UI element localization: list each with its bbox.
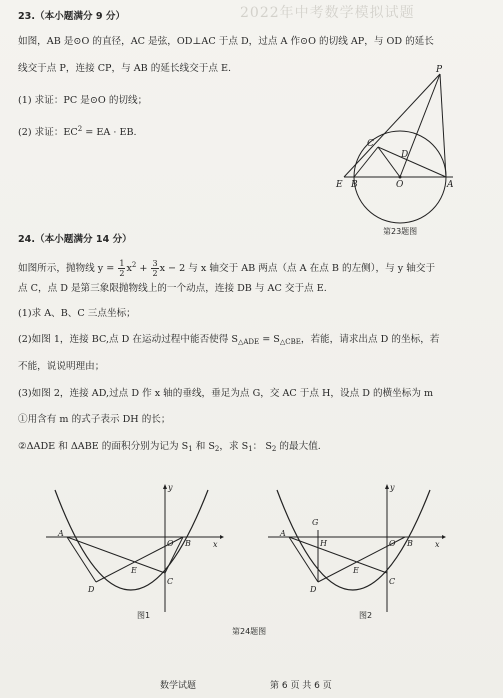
q24-part3-1: ①用含有 m 的式子表示 DH 的长； xyxy=(18,414,171,425)
fig2-label-b: B xyxy=(407,539,413,548)
fig2-x-arrow xyxy=(442,535,446,539)
q23-figure xyxy=(330,62,500,234)
q23-label-b: B xyxy=(351,180,358,190)
q24-intro-c: + xyxy=(136,263,151,274)
q24-part3-2-s3: 1 xyxy=(248,445,253,453)
q23-part2-sup: 2 xyxy=(77,125,83,133)
q24-part3-2-c: ，求 S xyxy=(219,441,249,452)
q23-label-e: E xyxy=(336,180,343,190)
fig1-x-arrow xyxy=(220,535,224,539)
fig2-y-arrow xyxy=(385,484,389,489)
q24-line2: 点 C，点 D 是第三象限抛物线上的一个动点，连接 DB 与 AC 交于点 E. xyxy=(18,283,327,294)
q24-part3-2-s4: 2 xyxy=(271,445,277,453)
q24-part3-2-s1: 1 xyxy=(188,445,193,453)
q23-label-c: C xyxy=(367,139,374,149)
q24-part2-sub1: △ADE xyxy=(237,338,260,346)
fig1-y-arrow xyxy=(163,484,167,489)
fig1-label-c: C xyxy=(167,577,174,586)
fig2-label-x: x xyxy=(435,540,440,549)
q24-figure-2 xyxy=(262,480,447,620)
q23-line1: 如图，AB 是⊙O 的直径，AC 是弦，OD⊥AC 于点 D，过点 A 作⊙O 的切线 AP，与 OD 的延长 xyxy=(18,36,434,47)
fig2-line-ac xyxy=(289,537,387,573)
q24-part2-b: = S xyxy=(259,334,280,345)
fig1-line-ac xyxy=(67,537,165,573)
fig1-label-a: A xyxy=(58,529,64,538)
q24-intro xyxy=(18,254,435,276)
q24-part3: (3)如图 2，连接 AD,过点 D 作 x 轴的垂线，垂足为点 G，交 AC 于点 H，设点 D 的横坐标为 m xyxy=(18,388,434,399)
q24-intro-d: x − 2 与 x 轴交于 AB 两点（点 A 在点 B 的左侧），与 y 轴交于 xyxy=(159,263,436,274)
q23-label-a: A xyxy=(447,180,454,190)
q23-figure-caption: 第23题图 xyxy=(383,227,418,236)
q24-fraction-1 xyxy=(118,259,125,278)
q24-frac2-denominator: 2 xyxy=(152,269,158,278)
q23-line2: 线交于点 P，连接 CP，与 AB 的延长线交于点 E. xyxy=(18,63,232,74)
q23-line-op xyxy=(400,74,440,177)
fig1-label-x: x xyxy=(213,540,218,549)
q23-header: 23.（本小题满分 9 分） xyxy=(18,11,126,22)
q24-intro-a: 如图所示，抛物线 y = xyxy=(18,263,118,274)
q24-part3-2-s2: 2 xyxy=(214,445,220,453)
q24-part3-2-b: 和 S xyxy=(192,441,215,452)
q24-part2 xyxy=(18,333,439,349)
q23-part1: (1) 求证：PC 是⊙O 的切线； xyxy=(18,95,148,106)
q24-part2-c: ，若能，请求出点 D 的坐标，若 xyxy=(300,334,440,345)
footer-subject: 数学试题 xyxy=(160,681,197,691)
q24-fig1-caption: 图1 xyxy=(137,611,151,620)
fig2-label-h: H xyxy=(320,539,327,548)
q24-part1: (1)求 A、B、C 三点坐标； xyxy=(18,308,136,319)
q23-part2-prefix: (2) 求证：EC xyxy=(18,127,78,138)
q24-part3-2-d: ： S xyxy=(252,441,272,452)
q24-part2-sub2: △CBE xyxy=(279,338,301,346)
q24-figure-caption: 第24题图 xyxy=(232,627,267,636)
q24-frac1-numerator: 1 xyxy=(119,259,125,268)
fig1-label-y: y xyxy=(168,483,173,492)
fig1-label-e: E xyxy=(131,566,137,575)
q24-part2-line2: 不能，说说明理由； xyxy=(18,361,105,372)
q23-line-ac xyxy=(378,147,446,177)
q24-intro-b-sup: 2 xyxy=(131,261,137,269)
fig2-label-a: A xyxy=(280,529,286,538)
q24-fig2-caption: 图2 xyxy=(359,611,373,620)
q23-point-o xyxy=(399,176,402,179)
q24-part3-2 xyxy=(18,440,321,456)
q24-part3-2-a: ②ΔADE 和 ΔABE 的面积分别为记为 S xyxy=(18,441,189,452)
q23-line-ep xyxy=(344,74,440,177)
q23-label-d: D xyxy=(401,150,409,160)
fig2-label-d: D xyxy=(310,585,317,594)
fig2-line-ad xyxy=(289,537,318,582)
fig1-label-o: O xyxy=(167,539,174,548)
q24-frac2-numerator: 3 xyxy=(152,259,158,268)
q23-label-p: P xyxy=(436,65,443,75)
fig1-line-ad xyxy=(67,537,96,582)
q24-fraction-2 xyxy=(151,259,158,278)
q24-header: 24.（本小题满分 14 分） xyxy=(18,234,132,245)
fig2-label-g: G xyxy=(312,518,319,527)
fig1-label-b: B xyxy=(185,539,191,548)
q24-intro-b: x xyxy=(126,263,132,274)
watermark-text: 2022年中考数学模拟试题 xyxy=(240,5,415,21)
fig2-label-y: y xyxy=(390,483,395,492)
q24-figure-1 xyxy=(40,480,225,620)
q24-part3-2-e: 的最大值. xyxy=(276,441,321,452)
q23-label-o: O xyxy=(396,180,404,190)
footer-page-number: 第 6 页 共 6 页 xyxy=(270,681,332,691)
fig2-label-c: C xyxy=(389,577,396,586)
fig2-label-o: O xyxy=(389,539,396,548)
q23-part2 xyxy=(18,123,137,139)
q23-part2-suffix: = EA · EB. xyxy=(82,127,137,138)
q24-frac1-denominator: 2 xyxy=(119,269,125,278)
q24-part2-a: (2)如图 1，连接 BC,点 D 在运动过程中能否使得 S xyxy=(18,334,238,345)
fig2-label-e: E xyxy=(353,566,359,575)
fig1-label-d: D xyxy=(88,585,95,594)
